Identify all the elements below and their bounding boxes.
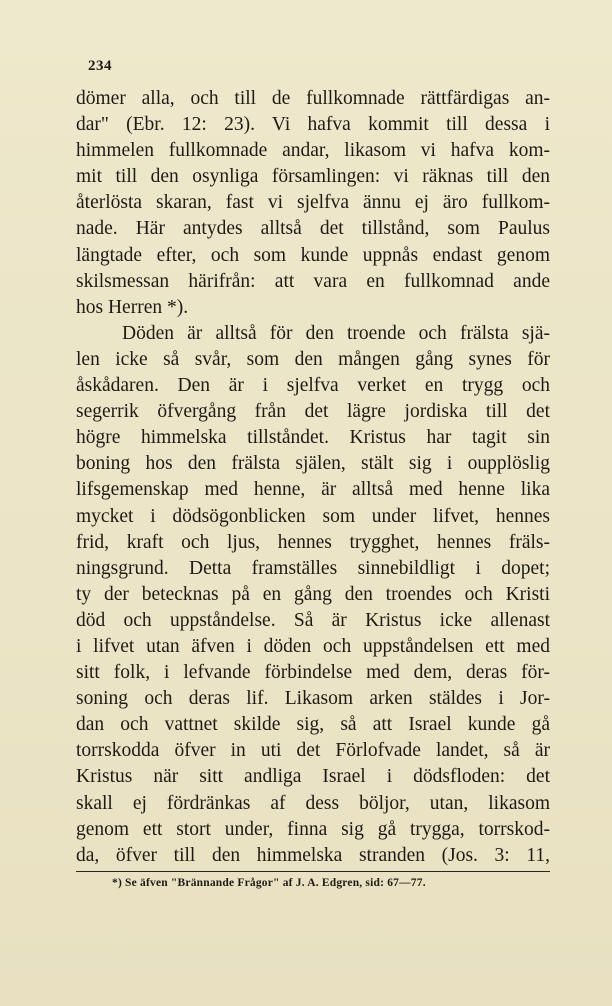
paragraph-start-line: Döden är alltså för den troende och frälsta sjä- (122, 322, 550, 344)
text-line: ningsgrund. Detta framställes sinnebildligt i dopet; (76, 557, 550, 579)
text-line: dan och vattnet skilde sig, så att Israel kunde gå (76, 714, 550, 736)
text-line: lifsgemenskap med henne, är alltså med henne lika (76, 479, 550, 501)
text-line: torrskodda öfver in uti det Förlofvade landet, så är (76, 740, 550, 762)
text-line: himmelen fullkomnade andar, likasom vi hafva kom- (76, 140, 550, 162)
text-line: hos Herren *). (76, 296, 189, 318)
page-number: 234 (88, 58, 112, 74)
text-line: len icke så svår, som den mången gång synes för (76, 348, 550, 370)
text-line: Kristus när sitt andliga Israel i dödsfloden: det (76, 766, 550, 788)
text-line: högre himmelska tillståndet. Kristus har tagit sin (76, 427, 550, 449)
text-line: frid, kraft och ljus, hennes trygghet, hennes fräls- (76, 531, 550, 553)
text-line: i lifvet utan äfven i döden och uppståndelsen ett med (76, 635, 550, 657)
text-line: mit till den osynliga församlingen: vi räknas till den (76, 166, 550, 188)
text-line: dar" (Ebr. 12: 23). Vi hafva kommit till dessa i (76, 114, 550, 136)
text-line: segerrik öfvergång från det lägre jordiska till det (76, 401, 550, 423)
text-line: ty der betecknas på en gång den troendes och Kristi (76, 583, 550, 605)
text-line: skilsmessan härifrån: att vara en fullkomnad ande (76, 270, 550, 292)
text-line: åskådaren. Den är i sjelfva verket en trygg och (76, 375, 550, 397)
text-line: genom ett stort under, finna sig gå trygga, torrskod- (76, 818, 550, 840)
text-line: nade. Här antydes alltså det tillstånd, som Paulus (76, 218, 550, 240)
text-line: skall ej fördränkas af dess böljor, utan, likasom (76, 792, 550, 814)
text-line: da, öfver till den himmelska stranden (Jos. 3: 11, (76, 844, 550, 866)
text-line: återlösta skaran, fast vi sjelfva ännu ej äro fullkom- (76, 192, 550, 214)
text-line: mycket i dödsögonblicken som under lifvet, hennes (76, 505, 550, 527)
text-line: död och uppståndelse. Så är Kristus icke allenast (76, 609, 550, 631)
text-line: sitt folk, i lefvande förbindelse med dem, deras för- (76, 662, 550, 684)
body-text (76, 86, 550, 869)
footnote-divider (76, 871, 550, 872)
text-line: längtade efter, och som kunde uppnås endast genom (76, 244, 550, 266)
text-line: soning och deras lif. Likasom arken stäldes i Jor- (76, 688, 550, 710)
text-line: boning hos den frälsta själen, stält sig i oupplöslig (76, 453, 550, 475)
text-line: dömer alla, och till de fullkomnade rättfärdigas an- (76, 88, 550, 109)
footnote: *) Se äfven "Brännande Frågor" af J. A. Edgren, sid: 67—77. (112, 877, 426, 889)
